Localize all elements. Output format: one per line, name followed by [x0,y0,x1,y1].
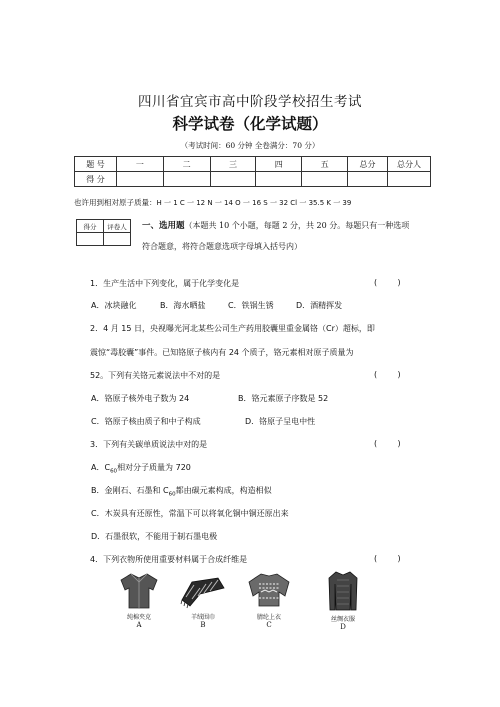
question-3-stem: 3．下列有关碳单质说法中对的是 [90,440,208,449]
score-header-cell: 五 [302,157,348,172]
q3-option-b-pre: B．金刚石、石墨和 C [91,486,169,495]
q3-option-a-sub: 60 [110,468,118,475]
q1-option-c: C．铁锅生锈 [228,301,274,310]
q3-option-d: D．石墨很软，不能用于制石墨电极 [91,532,218,541]
figure-d-letter: D [340,623,346,631]
q1-option-d: D．酒精挥发 [296,301,343,310]
figure-b-letter: B [200,621,206,629]
q3-option-a-pre: A．C [91,463,111,472]
question-2-stem-cont: 震惊“毒胶囊”事件。已知铬原子核内有 24 个质子，铬元素相对原子质量为 [90,348,354,357]
score-cell[interactable] [210,172,256,187]
question-2-stem-cont: 52。下列有关铬元素说法中不对的是 [90,371,221,380]
score-header-cell: 总分人 [388,157,431,172]
q3-option-c: C．木炭具有还原性，常温下可以将氧化铜中铜还原出来 [91,509,289,518]
grader-box [76,219,131,246]
q1-option-a: A．冰块融化 [91,301,137,310]
q2-option-a: A．铬原子核外电子数为 24 [91,394,190,403]
grader-score-cell[interactable] [77,233,104,246]
score-cell[interactable] [388,172,431,187]
figure-b-caption: 羊绒围巾 [190,614,215,621]
figure-c [244,570,294,629]
score-table-header-row [75,157,431,172]
score-header-cell: 总分 [348,157,388,172]
section-instructions-cont: 符合题意，将符合题意选项字母填入括号内） [142,242,302,251]
figure-a-letter: A [136,621,142,629]
jacket-image [117,570,161,610]
paper-subtitle: 科学试卷（化学试题） [172,114,328,133]
sweater-image [245,570,293,610]
q3-option-b-sub: 60 [168,491,176,498]
score-cell[interactable] [302,172,348,187]
q1-option-b: B．海水晒盐 [160,301,206,310]
question-4-stem: 4．下列衣物所使用重要材料属于合成纤维是 [90,555,248,564]
section-title: 一、选用题 [142,221,185,231]
question-2-stem: 2．4 月 15 日，央视曝光河北某些公司生产药用胶囊里重金属铬（Cr）超标，即 [90,324,375,333]
answer-paren[interactable]: ( ) [374,554,401,563]
q2-option-d: D．铬原子呈电中性 [245,417,316,426]
score-cell[interactable] [348,172,388,187]
section-instructions: （本题共 10 个小题，每题 2 分，共 20 分。每题只有一种选项 [184,221,410,230]
section-heading [142,219,409,231]
scarf-image [178,570,228,610]
exam-info: （考试时间：60 分钟 全卷满分：70 分） [180,141,320,150]
grader-score-label: 得分 [77,220,104,233]
figure-c-letter: C [266,621,272,629]
figure-d [318,570,368,631]
score-header-cell: 四 [256,157,302,172]
answer-paren[interactable]: ( ) [374,439,401,448]
score-header-cell: 一 [116,157,163,172]
question-1-stem: 1．生产生活中下列变化，属于化学变化是 [90,279,240,288]
grader-name-cell[interactable] [104,233,131,246]
atomic-masses-prefix: 也许用到相对原子质量： [74,198,157,207]
q3-option-a-post: 相对分子质量为 720 [117,463,191,472]
score-header-cell: 三 [210,157,256,172]
score-cell[interactable] [163,172,210,187]
atomic-masses [74,197,351,208]
answer-paren[interactable]: ( ) [374,370,401,379]
score-table-score-row [75,172,431,187]
score-header-cell: 题 号 [75,157,117,172]
q2-option-b: B．铬元素原子序数是 52 [238,394,329,403]
answer-paren[interactable]: ( ) [374,278,401,287]
figure-a [114,570,164,629]
figure-c-caption: 腈纶上衣 [256,614,281,621]
q2-option-c: C．铬原子核由质子和中子构成 [91,417,201,426]
q3-option-b [91,485,272,498]
grader-name-label: 评卷人 [104,220,131,233]
silk-garment-image [323,570,363,612]
atomic-masses-values: H 一 1 C 一 12 N 一 14 O 一 16 S 一 32 Cl 一 35.5 K 一 39 [156,199,352,207]
figure-a-caption: 纯棉夹克 [126,614,151,621]
score-header-cell: 二 [163,157,210,172]
exam-title: 四川省宜宾市高中阶段学校招生考试 [138,94,362,110]
figure-b [178,570,228,629]
score-cell[interactable] [256,172,302,187]
score-table [74,156,431,187]
figure-d-caption: 丝绸衣服 [330,616,355,623]
q3-option-a [91,462,191,475]
score-row-label: 得 分 [75,172,117,187]
score-cell[interactable] [116,172,163,187]
q3-option-b-post: 都由碳元素构成，构造相似 [175,486,272,495]
